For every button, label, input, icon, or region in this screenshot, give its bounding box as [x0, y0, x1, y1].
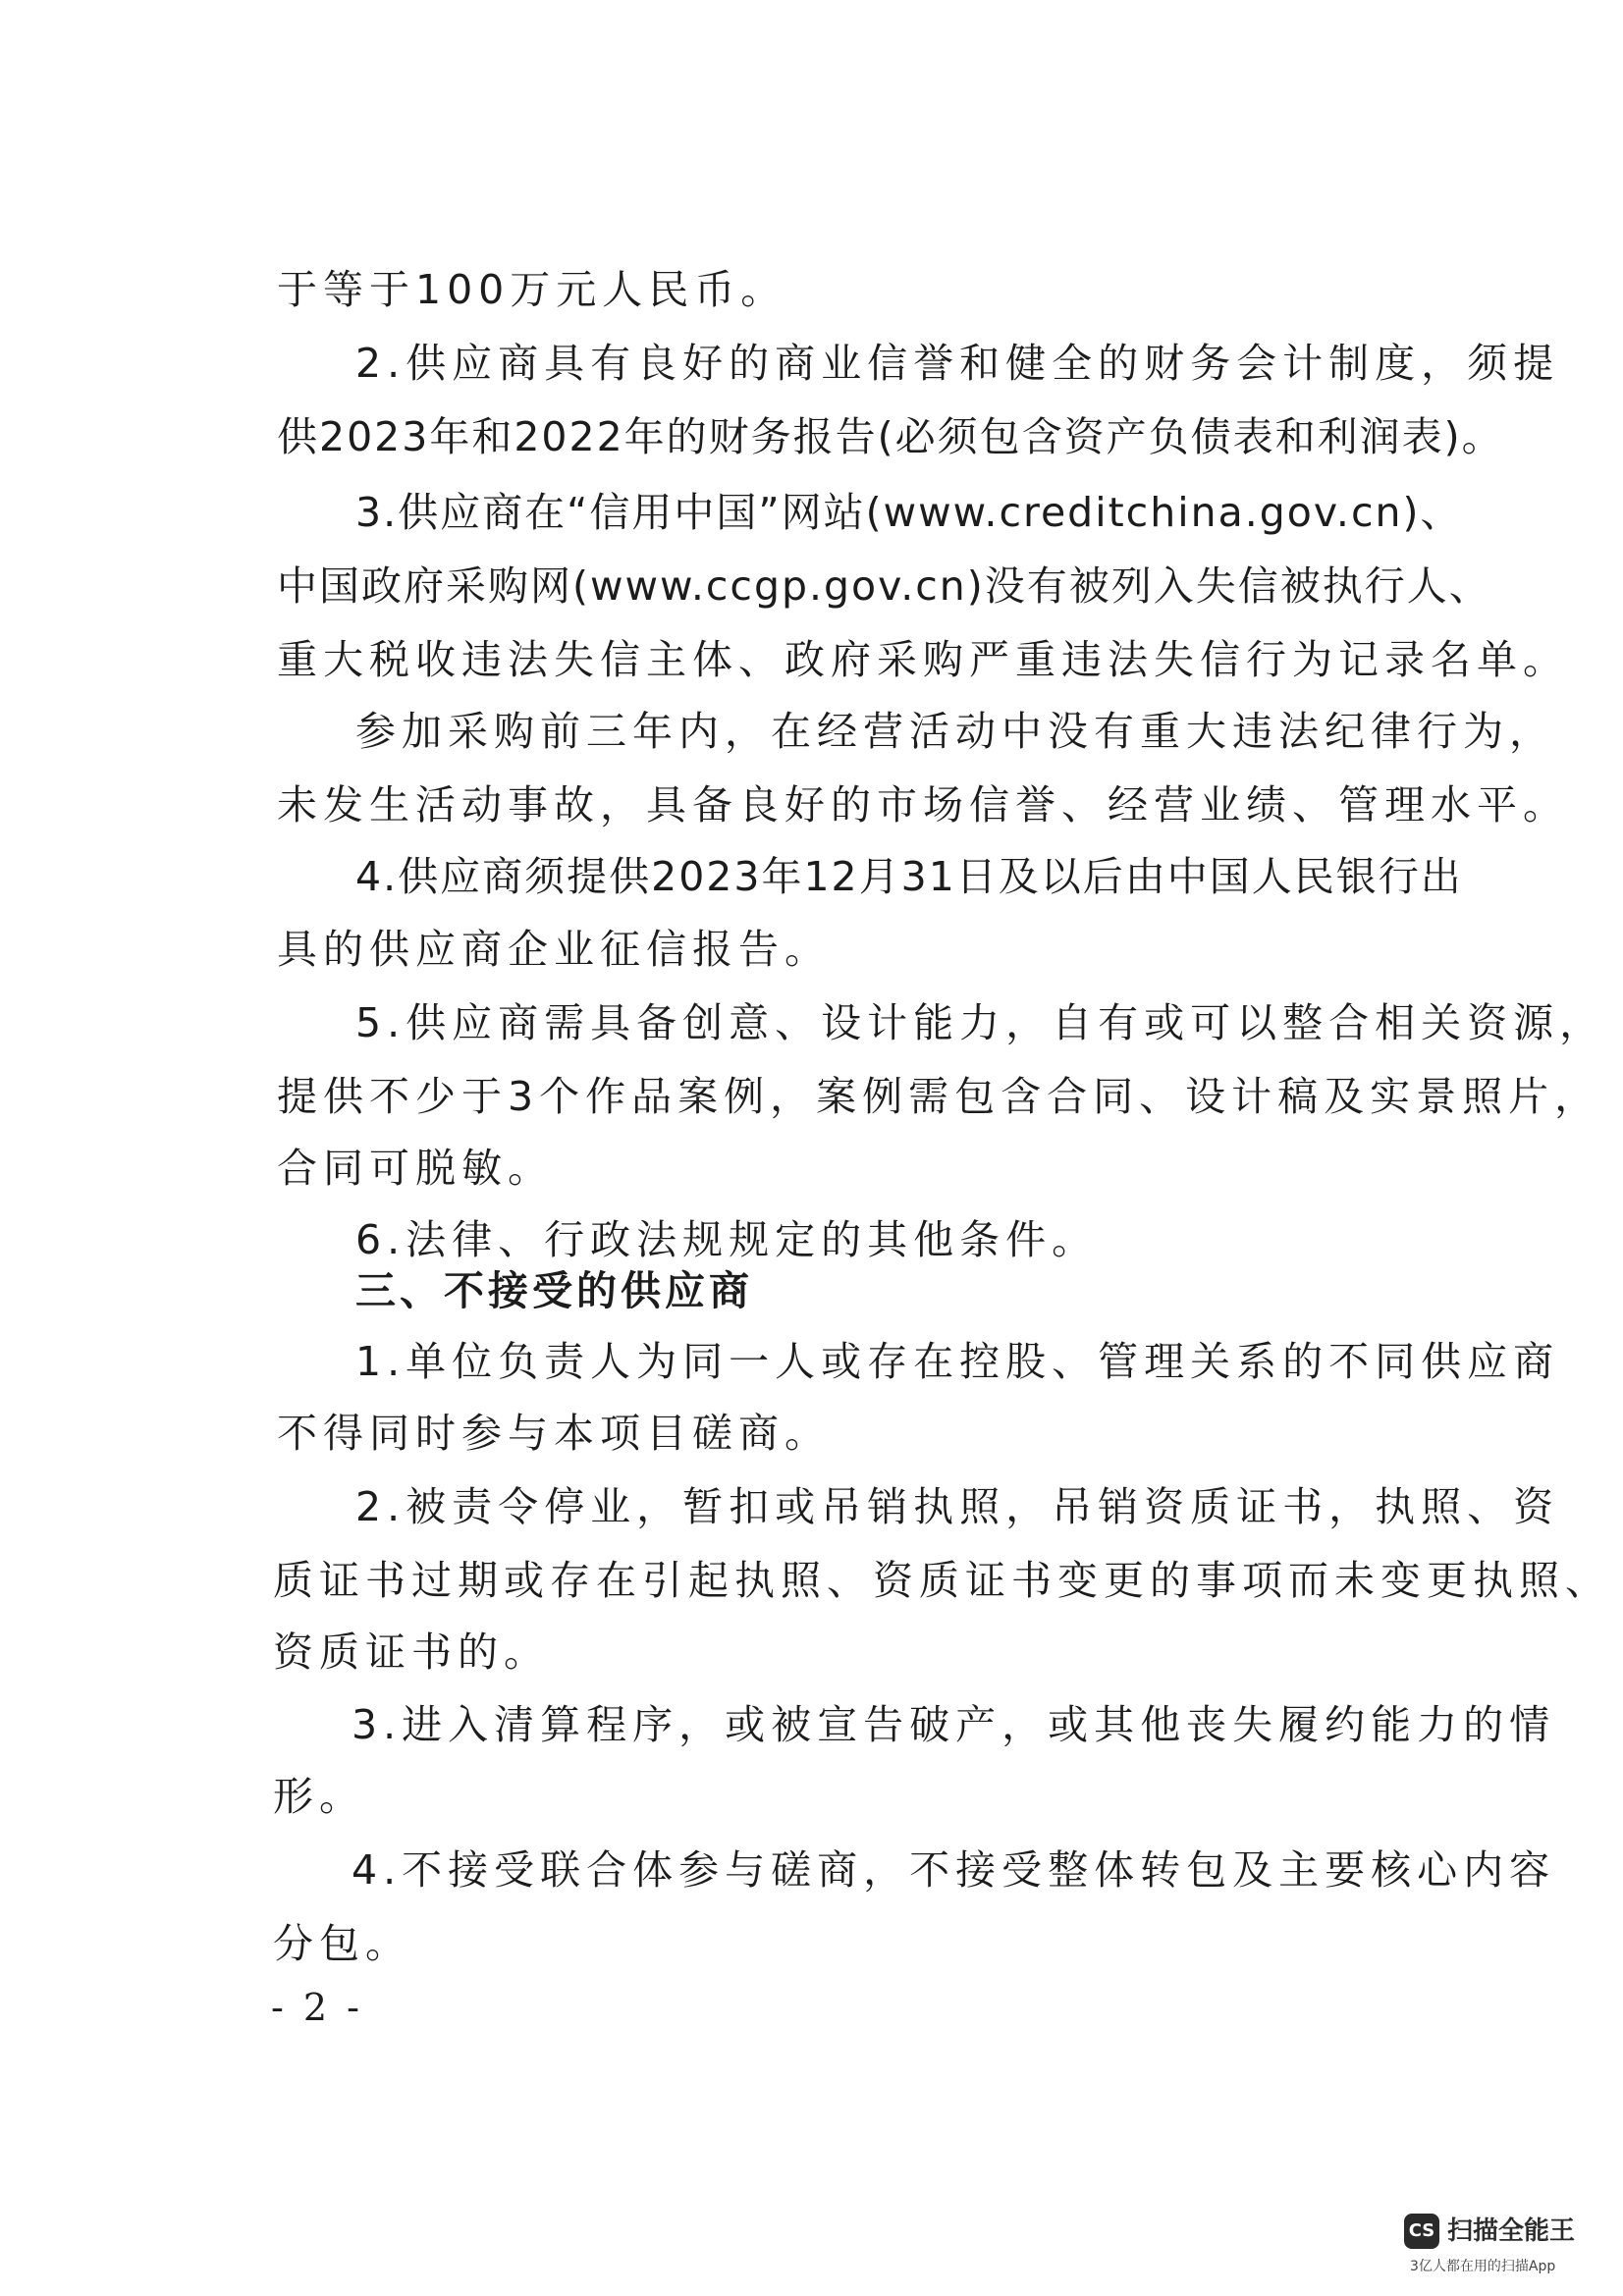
text-line-3: 供2023年和2022年的财务报告(必须包含资产负债表和利润表)。 [277, 413, 1504, 460]
text-line-21: 3.进入清算程序，或被宣告破产，或其他丧失履约能力的情 [352, 1701, 1556, 1748]
text-line-24: 分包。 [273, 1920, 411, 1967]
text-line-5: 中国政府采购网(www.ccgp.gov.cn)没有被列入失信被执行人、 [277, 562, 1491, 610]
text-line-8: 未发生活动事故，具备良好的市场信誉、经营业绩、管理水平。 [277, 781, 1569, 828]
text-line-1: 于等于100万元人民币。 [277, 266, 787, 313]
text-line-18: 2.被责令停业，暂扣或吊销执照，吊销资质证书，执照、资 [355, 1483, 1560, 1530]
text-line-10: 具的供应商企业征信报告。 [277, 926, 831, 973]
text-line-22: 形。 [273, 1773, 365, 1820]
text-line-12: 提供不少于3个作品案例，案例需包含合同、设计稿及实景照片， [277, 1073, 1601, 1120]
camscanner-logo-icon: CS [1404, 2214, 1439, 2249]
text-line-17: 不得同时参与本项目磋商。 [277, 1410, 831, 1457]
text-line-6: 重大税收违法失信主体、政府采购严重违法失信行为记录名单。 [277, 636, 1569, 683]
scanner-watermark [1404, 2214, 1610, 2282]
text-line-19: 质证书过期或存在引起执照、资质证书变更的事项而未变更执照、 [273, 1557, 1611, 1604]
text-line-11: 5.供应商需具备创意、设计能力，自有或可以整合相关资源， [355, 999, 1606, 1046]
text-line-13: 合同可脱敏。 [277, 1145, 554, 1192]
watermark-app-name: 扫描全能王 [1447, 2216, 1576, 2246]
text-line-14: 6.法律、行政法规规定的其他条件。 [355, 1216, 1099, 1263]
text-line-20: 资质证书的。 [273, 1629, 550, 1676]
text-line-2: 2.供应商具有良好的商业信誉和健全的财务会计制度，须提 [355, 340, 1560, 387]
section-heading: 三、不接受的供应商 [355, 1267, 753, 1314]
text-line-4: 3.供应商在“信用中国”网站(www.creditchina.gov.cn)、 [355, 489, 1463, 536]
text-line-9: 4.供应商须提供2023年12月31日及以后由中国人民银行出 [355, 853, 1463, 900]
page-number: - 2 - [271, 1986, 364, 2029]
watermark-tagline: 3亿人都在用的扫描App [1410, 2259, 1556, 2274]
text-line-7: 参加采购前三年内，在经营活动中没有重大违法纪律行为， [355, 708, 1555, 755]
text-line-16: 1.单位负责人为同一人或存在控股、管理关系的不同供应商 [355, 1338, 1560, 1385]
text-line-23: 4.不接受联合体参与磋商，不接受整体转包及主要核心内容 [352, 1846, 1556, 1894]
